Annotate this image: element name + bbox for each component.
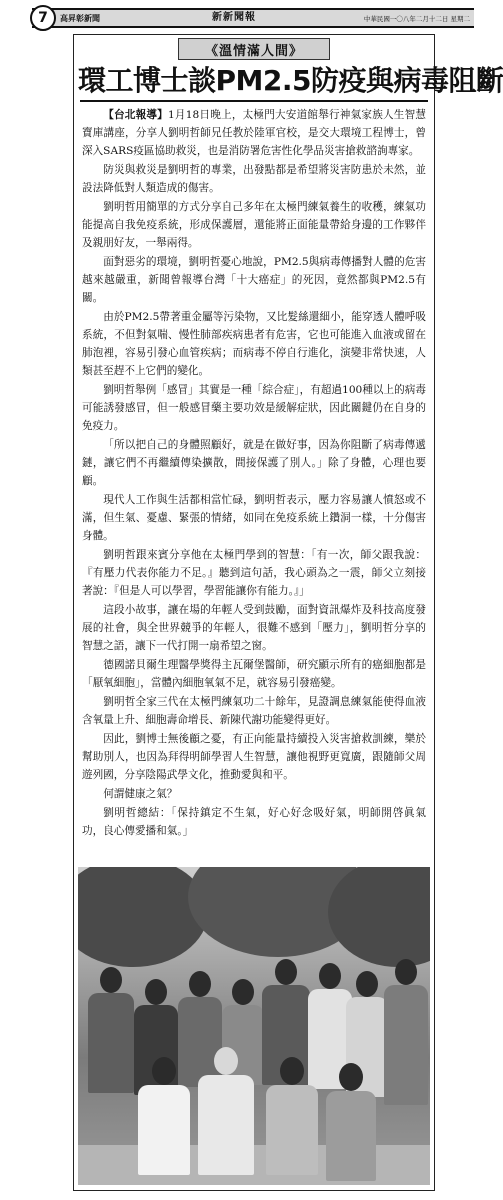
article-headline: 環工博士談PM2.5防疫與病毒阻斷 xyxy=(78,64,503,97)
person xyxy=(86,967,136,1167)
article-paragraph: 何謂健康之氣？ xyxy=(103,788,178,800)
article-paragraph: 現代人工作與生活都相當忙碌，劉明哲表示，壓力容易讓人憤怒或不滿，但生氣、憂慮、緊張的情緒，如同在免疫系統上鑽洞一樣，十分傷害身體。 xyxy=(82,494,426,542)
person xyxy=(136,1057,192,1185)
tree-canopy xyxy=(78,867,208,967)
publication-name: 高昇彰新聞 xyxy=(60,14,100,23)
article-paragraph: 因此，劉博士無後顧之憂，有正向能量持續投入災害搶救訓練，樂於幫助別人，也因為拜得明師學習人生智慧，讓他視野更寬廣，跟隨師父周遊列國，分享陰陽武學文化，推動愛與和平。 xyxy=(82,733,426,781)
article-paragraph: 劉明哲用簡單的方式分享自己多年在太極門練氣養生的收穫，練氣功能提高自我免疫系統，形成保護層，還能將正面能量帶給身邊的工作夥伴及親朋好友，一舉兩得。 xyxy=(82,201,426,249)
group-photo xyxy=(78,867,430,1185)
publication-date: 中華民國一〇八年二月十二日 星期二 xyxy=(363,15,470,23)
article-paragraph: 這段小故事，讓在場的年輕人受到鼓勵，面對資訊爆炸及科技高度發展的社會，與全世界競爭的年輕人，很難不感到「壓力」，劉明哲分享的智慧之語，讓下一代打開一扇希望之窗。 xyxy=(82,604,426,652)
article-column xyxy=(73,34,503,1191)
article-paragraph: 劉明哲跟來賓分享他在太極門學到的智慧：「有一次，師父跟我說：『有壓力代表你能力不足。』聽到這句話，我心頭為之一震，師父立刻接著說：『但是人可以學習，學習能讓你有能力。』」 xyxy=(82,549,426,597)
tree-canopy xyxy=(328,867,430,967)
section-banner: 《溫情滿人間》 xyxy=(178,38,330,60)
article-paragraph: 劉明哲總結：「保持鎮定不生氣，好心好念吸好氣，明師開啓眞氣功，良心傳愛播和氣。」 xyxy=(82,807,426,837)
article-body xyxy=(74,106,434,840)
page-number: 7 xyxy=(30,5,56,31)
person xyxy=(324,1063,378,1185)
page-header xyxy=(32,8,474,28)
article-paragraph: 面對惡劣的環境，劉明哲憂心地說，PM2.5與病毒傳播對人體的危害越來越嚴重，新聞曾報導台灣「十大癌症」的死因，竟然都與PM2.5有關。 xyxy=(82,256,426,304)
person xyxy=(382,959,430,1179)
article-paragraph: 劉明哲舉例「感冒」其實是一種「綜合症」，有超過100種以上的病毒可能誘發感冒，但一般感冒藥主要功效是緩解症狀，因此關鍵仍在自身的免疫力。 xyxy=(82,384,426,432)
article-paragraph: 【台北報導】1月18日晚上，太極門大安道館舉行神氣家族人生智慧寶庫講座，分享人劉明哲師兄任教於陸軍官校，是交大環境工程博士，曾深入SARS疫區協助救災，也是消防署危害性化學品災害搶救諮詢專家。 xyxy=(82,109,426,157)
article-paragraph: 德國諾貝爾生理醫學獎得主瓦爾堡醫師，研究顯示所有的癌細胞都是「厭氧細胞」，當體內細胞氧氣不足，就容易引發癌變。 xyxy=(82,659,426,689)
article-paragraph: 「所以把自己的身體照顧好，就是在做好事，因為你阻斷了病毒傳遞鏈，讓它們不再繼續傳染擴散，間接保護了別人。」除了身體，心理也要顧。 xyxy=(82,439,426,487)
newspaper-logo: 新新聞報 xyxy=(212,12,256,23)
article-paragraph: 劉明哲全家三代在太極門練氣功二十餘年，見證調息練氣能使得血液含氧量上升、細胞壽命增長、新陳代謝功能變得更好。 xyxy=(82,696,426,726)
dateline: 【台北報導】 xyxy=(103,109,168,121)
person xyxy=(196,1047,256,1185)
article-paragraph: 防災與救災是劉明哲的專業，出發點都是希望將災害防患於未然，並設法降低對人類造成的傷害。 xyxy=(82,164,426,194)
article-paragraph: 由於PM2.5帶著重金屬等污染物，又比髮絲還細小，能穿透人體呼吸系統，不但對氣喘、慢性肺部疾病患者有危害，它也可能進入血液或留在肺泡裡，容易引發心血管疾病；而病毒不停自行進化，演變非常快速，人類甚至趕不上它們的變化。 xyxy=(82,311,426,377)
headline-rule xyxy=(80,100,428,102)
person xyxy=(264,1057,320,1185)
